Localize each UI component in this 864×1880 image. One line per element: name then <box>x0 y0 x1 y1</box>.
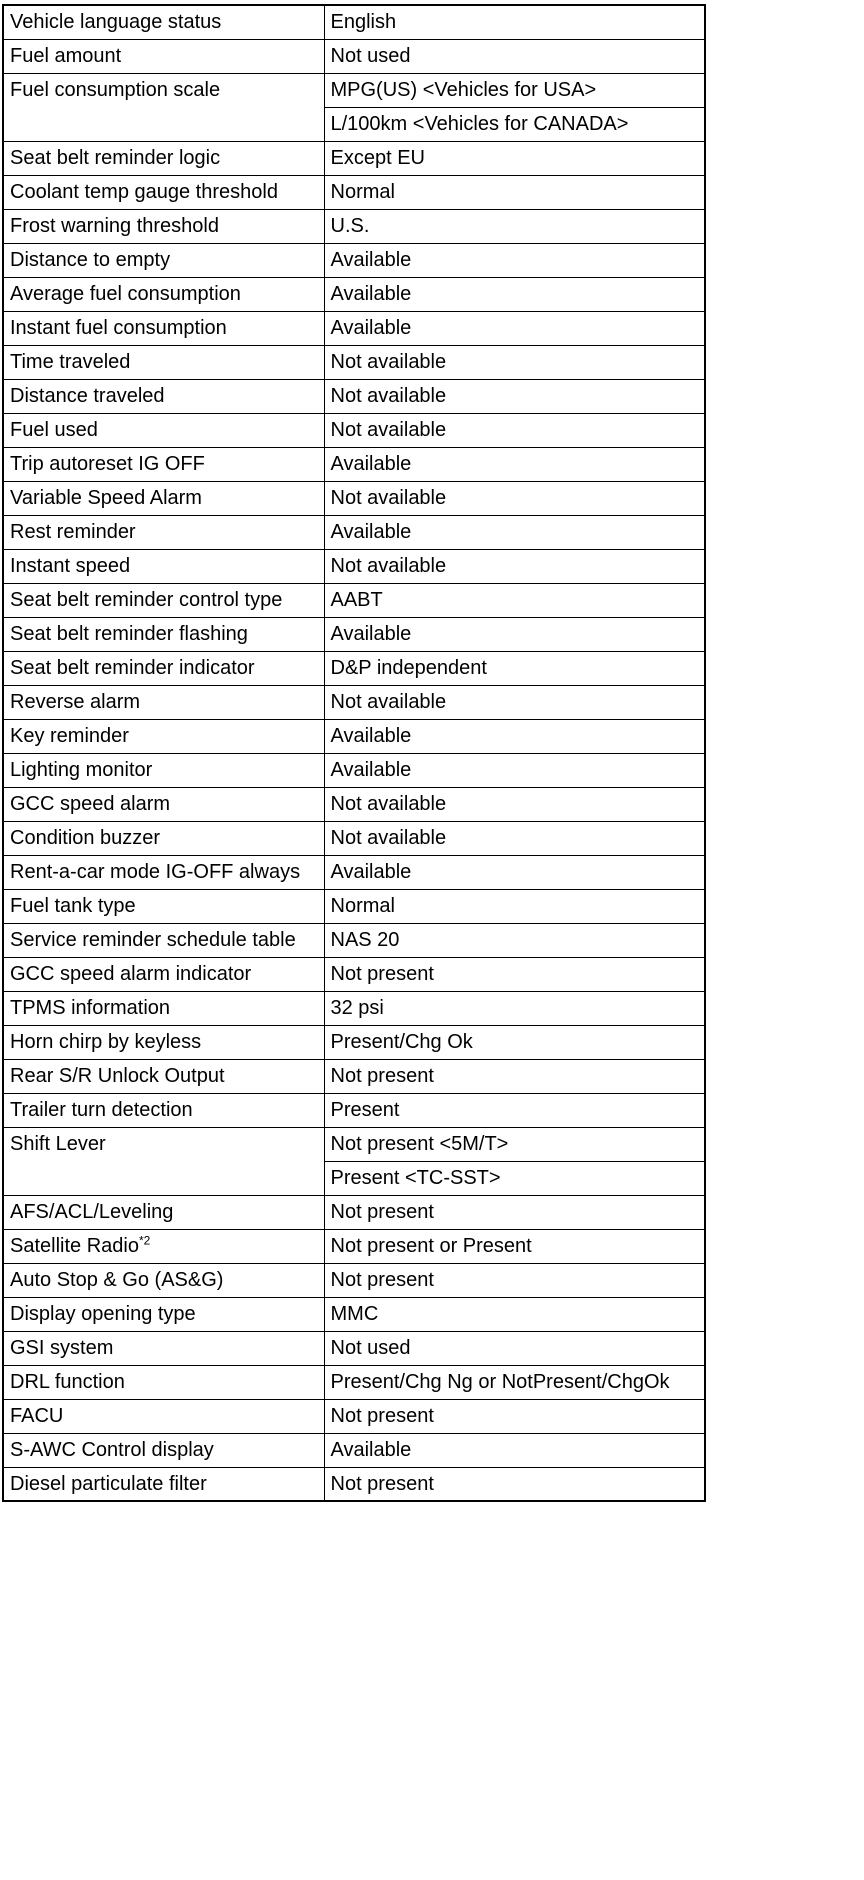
setting-value-cell <box>324 345 705 379</box>
setting-value-cell <box>324 175 705 209</box>
setting-value-cell <box>324 209 705 243</box>
setting-value: 32 psi <box>330 997 384 1019</box>
table-row <box>3 1399 705 1433</box>
table-row <box>3 413 705 447</box>
table-row <box>3 991 705 1025</box>
table-row <box>3 787 705 821</box>
setting-value: Not used <box>330 1337 411 1359</box>
setting-value: L/100km <Vehicles for CANADA> <box>330 113 629 135</box>
setting-label: Seat belt reminder flashing <box>10 623 248 645</box>
setting-label: Fuel used <box>10 419 98 441</box>
setting-label-cell <box>3 481 324 515</box>
table-row <box>3 39 705 73</box>
table-row <box>3 889 705 923</box>
setting-value-cell <box>324 957 705 991</box>
setting-label-cell <box>3 583 324 617</box>
setting-label-cell <box>3 1059 324 1093</box>
setting-label: Condition buzzer <box>10 827 161 849</box>
setting-label-cell <box>3 685 324 719</box>
setting-label: Fuel consumption scale <box>10 78 221 101</box>
setting-value: Present/Chg Ok <box>330 1031 473 1053</box>
setting-label-cell <box>3 277 324 311</box>
setting-value: Not present or Present <box>330 1235 532 1257</box>
table-row <box>3 379 705 413</box>
setting-value-cell <box>324 1093 705 1127</box>
table-row <box>3 515 705 549</box>
setting-label: S-AWC Control display <box>10 1439 214 1461</box>
setting-value-cell <box>324 787 705 821</box>
setting-label-cell <box>3 1399 324 1433</box>
setting-value: Not available <box>330 691 447 713</box>
setting-value-cell <box>324 39 705 73</box>
setting-label-cell <box>3 1297 324 1331</box>
setting-value: Not present <box>330 1201 434 1223</box>
setting-label-cell <box>3 39 324 73</box>
setting-value-cell <box>324 1263 705 1297</box>
setting-value-cell <box>324 311 705 345</box>
setting-value-cell <box>324 243 705 277</box>
setting-value: Not present <box>330 1269 434 1291</box>
setting-value-cell <box>324 1433 705 1467</box>
setting-label: Service reminder schedule table <box>10 929 296 951</box>
setting-value-cell <box>324 5 705 39</box>
setting-value: Available <box>330 1439 412 1461</box>
setting-label-cell <box>3 209 324 243</box>
setting-label-cell <box>3 1127 324 1195</box>
setting-label: Satellite Radio <box>10 1235 139 1257</box>
setting-label-cell <box>3 447 324 481</box>
setting-value-cell <box>324 515 705 549</box>
setting-value-cell <box>324 1059 705 1093</box>
setting-label: FACU <box>10 1405 64 1427</box>
setting-value-cell <box>324 719 705 753</box>
setting-label: Shift Lever <box>10 1132 106 1155</box>
setting-label-cell <box>3 1467 324 1501</box>
setting-label: Frost warning threshold <box>10 215 219 237</box>
table-row <box>3 311 705 345</box>
setting-value: D&P independent <box>330 657 487 679</box>
setting-label: GCC speed alarm <box>10 793 171 815</box>
setting-label: Fuel tank type <box>10 895 136 917</box>
setting-label: Seat belt reminder indicator <box>10 657 255 679</box>
setting-value: Not available <box>330 419 447 441</box>
table-row <box>3 1263 705 1297</box>
setting-value: Not available <box>330 385 447 407</box>
setting-label: Instant speed <box>10 555 131 577</box>
setting-label-cell <box>3 379 324 413</box>
setting-value: Available <box>330 759 412 781</box>
setting-label-cell <box>3 5 324 39</box>
setting-label: Key reminder <box>10 725 129 747</box>
setting-label-cell <box>3 311 324 345</box>
setting-value-cell <box>324 1025 705 1059</box>
table-row <box>3 1331 705 1365</box>
setting-value-cell <box>324 583 705 617</box>
setting-value: Not present <box>330 1065 434 1087</box>
setting-value: Not present <box>330 1405 434 1427</box>
setting-label-cell <box>3 141 324 175</box>
setting-label: Rent-a-car mode IG-OFF always <box>10 861 301 883</box>
setting-label-cell <box>3 1365 324 1399</box>
setting-label: Distance to empty <box>10 249 171 271</box>
setting-label-cell <box>3 345 324 379</box>
table-row <box>3 685 705 719</box>
setting-value: Available <box>330 283 412 305</box>
setting-value: Not available <box>330 487 447 509</box>
setting-value-cell <box>324 447 705 481</box>
table-row <box>3 1297 705 1331</box>
setting-value-cell <box>324 685 705 719</box>
setting-label: Auto Stop & Go (AS&G) <box>10 1269 224 1291</box>
setting-value: Available <box>330 453 412 475</box>
setting-label: AFS/ACL/Leveling <box>10 1201 174 1223</box>
setting-value: MPG(US) <Vehicles for USA> <box>330 79 597 101</box>
setting-label: Vehicle language status <box>10 11 222 34</box>
table-row <box>3 1127 705 1161</box>
table-row <box>3 1365 705 1399</box>
table-row <box>3 1467 705 1501</box>
setting-value: Available <box>330 249 412 271</box>
footnote-marker: *2 <box>138 1233 151 1248</box>
table-row <box>3 583 705 617</box>
table-row <box>3 73 705 107</box>
setting-label: Trailer turn detection <box>10 1099 193 1121</box>
setting-label: Reverse alarm <box>10 691 141 713</box>
setting-label: Horn chirp by keyless <box>10 1031 202 1053</box>
setting-value-cell <box>324 1195 705 1229</box>
setting-value: Available <box>330 623 412 645</box>
setting-value-cell <box>324 141 705 175</box>
setting-value-cell <box>324 413 705 447</box>
setting-value-cell <box>324 1161 705 1195</box>
table-row <box>3 5 705 39</box>
table-row <box>3 1433 705 1467</box>
setting-label-cell <box>3 753 324 787</box>
table-row <box>3 1195 705 1229</box>
setting-label: Instant fuel consumption <box>10 317 227 339</box>
table-row <box>3 923 705 957</box>
setting-label: Lighting monitor <box>10 759 153 781</box>
setting-value: Present <box>330 1099 400 1121</box>
setting-label: Display opening type <box>10 1303 196 1325</box>
setting-value: Available <box>330 725 412 747</box>
setting-label-cell <box>3 1229 324 1263</box>
table-row <box>3 617 705 651</box>
setting-label-cell <box>3 787 324 821</box>
setting-label-cell <box>3 243 324 277</box>
setting-value-cell <box>324 107 705 141</box>
setting-label: Coolant temp gauge threshold <box>10 181 278 203</box>
table-row <box>3 855 705 889</box>
setting-value: Present <TC-SST> <box>330 1167 501 1189</box>
setting-value-cell <box>324 1365 705 1399</box>
setting-label: Average fuel consumption <box>10 283 241 305</box>
setting-value-cell <box>324 651 705 685</box>
table-row <box>3 719 705 753</box>
setting-label-cell <box>3 549 324 583</box>
setting-label: Variable Speed Alarm <box>10 487 202 509</box>
setting-value: Not present <box>330 1472 434 1495</box>
setting-value: AABT <box>330 589 383 611</box>
setting-label-cell <box>3 889 324 923</box>
setting-label-cell <box>3 991 324 1025</box>
setting-value: Normal <box>330 895 395 917</box>
setting-value-cell <box>324 855 705 889</box>
setting-label: Time traveled <box>10 351 131 373</box>
setting-label-cell <box>3 957 324 991</box>
setting-value: Present/Chg Ng or NotPresent/ChgOk <box>330 1371 670 1393</box>
table-row <box>3 277 705 311</box>
setting-label: Seat belt reminder logic <box>10 147 221 169</box>
setting-value-cell <box>324 1127 705 1161</box>
setting-value-cell <box>324 481 705 515</box>
setting-label: Seat belt reminder control type <box>10 589 283 611</box>
setting-label-cell <box>3 1025 324 1059</box>
setting-value-cell <box>324 1467 705 1501</box>
setting-value-cell <box>324 277 705 311</box>
setting-label-cell <box>3 651 324 685</box>
setting-label: Rest reminder <box>10 521 136 543</box>
setting-label-cell <box>3 515 324 549</box>
table-row <box>3 753 705 787</box>
table-row <box>3 549 705 583</box>
table-row <box>3 821 705 855</box>
setting-value: Available <box>330 861 412 883</box>
setting-value: Except EU <box>330 147 425 169</box>
table-row <box>3 957 705 991</box>
setting-label-cell <box>3 1093 324 1127</box>
setting-value: NAS 20 <box>330 929 400 951</box>
setting-label: Rear S/R Unlock Output <box>10 1065 225 1087</box>
table-row <box>3 209 705 243</box>
setting-label-cell <box>3 855 324 889</box>
setting-label-cell <box>3 1263 324 1297</box>
setting-value-cell <box>324 379 705 413</box>
setting-value: Not used <box>330 45 411 67</box>
setting-label: Fuel amount <box>10 45 122 67</box>
setting-value: U.S. <box>330 215 370 237</box>
setting-label: Distance traveled <box>10 385 165 407</box>
table-row <box>3 447 705 481</box>
table-row <box>3 141 705 175</box>
setting-label-cell <box>3 821 324 855</box>
setting-label: GSI system <box>10 1337 114 1359</box>
setting-label: DRL function <box>10 1371 125 1393</box>
table-row <box>3 481 705 515</box>
setting-label-cell <box>3 617 324 651</box>
table-row <box>3 1025 705 1059</box>
setting-label-cell <box>3 719 324 753</box>
setting-value-cell <box>324 821 705 855</box>
setting-value: Not available <box>330 555 447 577</box>
setting-value: Available <box>330 317 412 339</box>
setting-label: TPMS information <box>10 997 171 1019</box>
setting-label-cell <box>3 1195 324 1229</box>
setting-value-cell <box>324 1399 705 1433</box>
setting-label: Trip autoreset IG OFF <box>10 453 205 475</box>
table-row <box>3 345 705 379</box>
settings-table-container <box>2 4 704 1502</box>
setting-value: Not available <box>330 351 447 373</box>
table-row <box>3 651 705 685</box>
setting-value: Normal <box>330 181 395 203</box>
setting-value-cell <box>324 1331 705 1365</box>
settings-table-body <box>3 5 705 1501</box>
setting-label-cell <box>3 1331 324 1365</box>
setting-label: Diesel particulate filter <box>10 1472 207 1495</box>
setting-label-cell <box>3 923 324 957</box>
setting-value: MMC <box>330 1303 379 1325</box>
table-row <box>3 243 705 277</box>
table-row <box>3 175 705 209</box>
setting-value-cell <box>324 753 705 787</box>
settings-table <box>2 4 706 1502</box>
setting-value: Available <box>330 521 412 543</box>
setting-value: Not available <box>330 827 447 849</box>
setting-label-cell <box>3 1433 324 1467</box>
table-row <box>3 1059 705 1093</box>
setting-value-cell <box>324 923 705 957</box>
table-row <box>3 1229 705 1263</box>
setting-label-cell <box>3 175 324 209</box>
setting-value-cell <box>324 617 705 651</box>
setting-value: Not present <box>330 963 434 985</box>
setting-value-cell <box>324 991 705 1025</box>
setting-label: GCC speed alarm indicator <box>10 963 252 985</box>
setting-label-cell <box>3 73 324 141</box>
setting-value: Not present <5M/T> <box>330 1133 509 1155</box>
setting-value-cell <box>324 1229 705 1263</box>
setting-value-cell <box>324 889 705 923</box>
setting-value-cell <box>324 1297 705 1331</box>
table-row <box>3 1093 705 1127</box>
setting-label-cell <box>3 413 324 447</box>
setting-value: Not available <box>330 793 447 815</box>
setting-value: English <box>330 11 397 34</box>
setting-value-cell <box>324 549 705 583</box>
setting-value-cell <box>324 73 705 107</box>
